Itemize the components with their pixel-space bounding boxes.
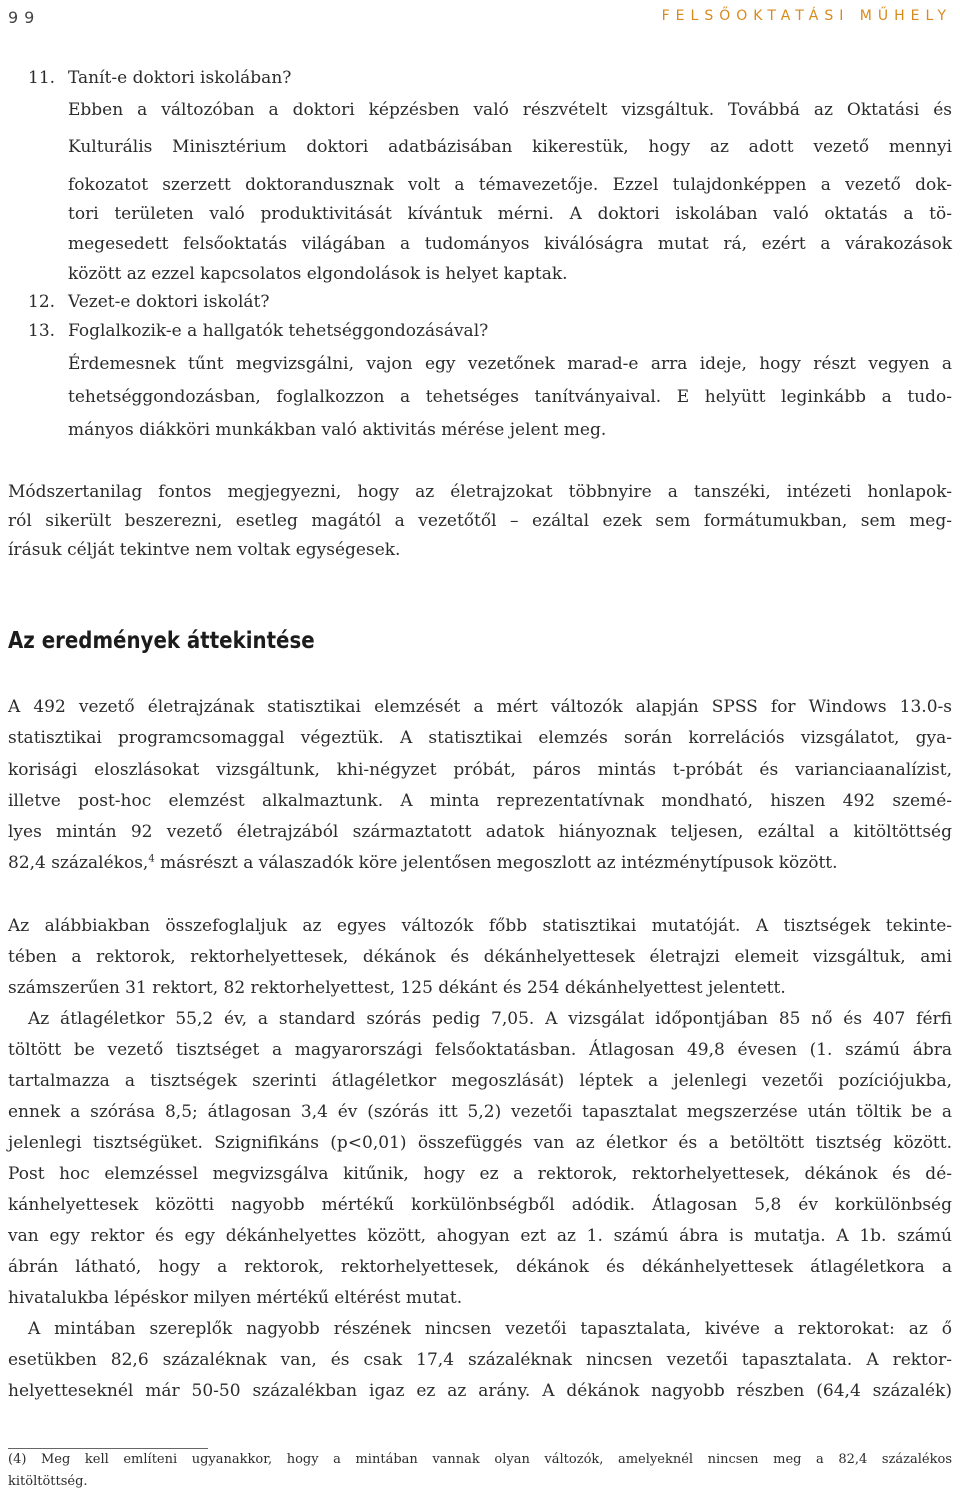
section-heading: Az eredmények áttekintése	[8, 628, 315, 654]
footnote-line: kitöltöttség.	[8, 1474, 88, 1489]
results-paragraph-1	[8, 696, 952, 886]
paragraph-line: statisztikai programcsomaggal végeztük. A statisztikai elemzés során korrelációs vizsgálatot, gya-	[8, 728, 952, 748]
paragraph-line: korisági eloszlásokat vizsgáltunk, khi-négyzet próbát, páros mintás t-próbát és varianciaanalízist,	[8, 760, 952, 780]
paragraph-line: mányos diákköri munkákban való aktivitás mérése jelent meg.	[68, 420, 607, 440]
paragraph-line: A 492 vezető életrajzának statisztikai elemzését a mért változók alapján SPSS for Windows 13.0-s	[8, 697, 952, 717]
paragraph-line: Az átlagéletkor 55,2 év, a standard szórás pedig 7,05. A vizsgálat időpontjában 85 nő és 407 férfi	[28, 1009, 952, 1029]
paragraph-line: Az alábbiakban összefoglaljuk az egyes változók főbb statisztikai mutatóját. A tisztségek tekinte-	[8, 916, 952, 936]
paragraph-line: lyes mintán 92 vezető életrajzából származtatott adatok hiányoznak teljesen, ezáltal a kitöltöttség	[8, 822, 952, 842]
paragraph-line: Ebben a változóban a doktori képzésben való részvételt vizsgáltuk. Továbbá az Oktatási és	[68, 100, 952, 120]
footnote-divider	[8, 1448, 208, 1449]
paragraph-line: hivatalukba lépéskor milyen mértékű eltérést mutat.	[8, 1288, 463, 1308]
paragraph-line	[8, 852, 952, 874]
paragraph-line: Érdemesnek tűnt megvizsgálni, vajon egy vezetőnek marad-e arra ideje, hogy részt vegyen a	[68, 354, 952, 374]
footnote-line: (4) Meg kell említeni ugyanakkor, hogy a mintában vannak olyan változók, amelyeknél nincsen meg a 82,4 százalékos	[8, 1452, 952, 1467]
list-number: 12.	[28, 292, 56, 312]
paragraph-line: esetükben 82,6 százaléknak van, és csak 17,4 százaléknak nincsen vezetői tapasztalata. A rektor-	[8, 1350, 952, 1370]
paragraph-line: töltött be vezető tisztséget a magyarországi felsőoktatásban. Átlagosan 49,8 évesen (1. számú ábra	[8, 1040, 952, 1060]
text-run: másrészt a válaszadók köre jelentősen megoszlott az intézménytípusok között.	[154, 853, 838, 873]
methodology-paragraph	[8, 481, 952, 581]
paragraph-line: Post hoc elemzéssel megvizsgálva kitűnik, hogy ez a rektorok, rektorhelyettesek, dékánok és dé-	[8, 1164, 952, 1184]
paragraph-line: ról sikerült beszerezni, esetleg magától a vezetőtől – ezáltal ezek sem formátumukban, sem meg-	[8, 511, 952, 531]
page-number: 99	[8, 8, 41, 27]
paragraph-line: helyetteseknél már 50-50 százalékban igaz ez az arány. A dékánok nagyobb részben (64,4 százalék)	[8, 1381, 952, 1401]
list-number: 11.	[28, 68, 56, 88]
list-title: Tanít-e doktori iskolában?	[68, 68, 292, 88]
results-paragraph-4	[8, 1318, 952, 1418]
results-paragraph-2	[8, 915, 952, 1015]
paragraph-line: között az ezzel kapcsolatos elgondolások is helyet kaptak.	[68, 264, 568, 284]
paragraph-line: megesedett felsőoktatás világában a tudományos kiválóságra mutat rá, ezért a várakozások	[68, 234, 952, 254]
paragraph-line: kánhelyettesek közötti nagyobb mértékű korkülönbségből adódik. Átlagosan 5,8 év korkülönbség	[8, 1195, 952, 1215]
paragraph-line: ennek a szórása 8,5; átlagosan 3,4 év (szórás itt 5,2) vezetői tapasztalat megszerzése után töltik be a	[8, 1102, 952, 1122]
page-header	[8, 8, 952, 38]
list-number: 13.	[28, 321, 56, 341]
footnote-reference[interactable]: 4	[148, 853, 155, 865]
paragraph-line: A mintában szereplők nagyobb részének nincsen vezetői tapasztalata, kivéve a rektorokat: az ő	[28, 1319, 952, 1339]
paragraph-line: tében a rektorok, rektorhelyettesek, dékánok és dékánhelyettesek életrajzi elemeit vizsgáltuk, ami	[8, 947, 952, 967]
running-head: FELSŐOKTATÁSI MŰHELY	[661, 8, 952, 24]
results-paragraph-3	[8, 1008, 952, 1308]
paragraph-line: számszerűen 31 rektort, 82 rektorhelyettest, 125 dékánt és 254 dékánhelyettest jelentett.	[8, 978, 786, 998]
paragraph-line: Kulturális Minisztérium doktori adatbázisában kikerestük, hogy az adott vezető mennyi	[68, 137, 952, 157]
paragraph-line: ábrán látható, hogy a rektorok, rektorhelyettesek, dékánok és dékánhelyettesek átlagéletkora a	[8, 1257, 952, 1277]
text-run: 82,4 százalékos,	[8, 853, 149, 873]
list-title: Vezet-e doktori iskolát?	[68, 292, 270, 312]
paragraph-line: fokozatot szerzett doktorandusznak volt a témavezetője. Ezzel tulajdonképpen a vezető dok-	[68, 175, 952, 195]
paragraph-line: tehetséggondozásban, foglalkozzon a tehetséges tanítványaival. E helyütt leginkább a tudo-	[68, 387, 952, 407]
paragraph-line: írásuk célját tekintve nem voltak egységesek.	[8, 540, 401, 560]
footnote	[8, 1451, 952, 1491]
paragraph-line: illetve post-hoc elemzést alkalmaztunk. A minta reprezentatívnak mondható, hiszen 492 szemé-	[8, 791, 952, 811]
paragraph-line: Módszertanilag fontos megjegyezni, hogy az életrajzokat többnyire a tanszéki, intézeti honlapok-	[8, 482, 952, 502]
paragraph-line: van egy rektor és egy dékánhelyettes között, ahogyan ezt az 1. számú ábra is mutatja. A 1b. számú	[8, 1226, 952, 1246]
variable-list	[8, 67, 952, 447]
list-title: Foglalkozik-e a hallgatók tehetséggondozásával?	[68, 321, 489, 341]
paragraph-line: tartalmazza a tisztségek szerinti átlagéletkor megoszlását) léptek a jelenlegi vezetői pozíciójukba,	[8, 1071, 952, 1091]
paragraph-line: jelenlegi tisztségüket. Szignifikáns (p<0,01) összefüggés van az életkor és a betöltött tisztség között.	[8, 1133, 952, 1153]
paragraph-line: tori területen való produktivitását kívántuk mérni. A doktori iskolában való oktatás a tö-	[68, 204, 952, 224]
